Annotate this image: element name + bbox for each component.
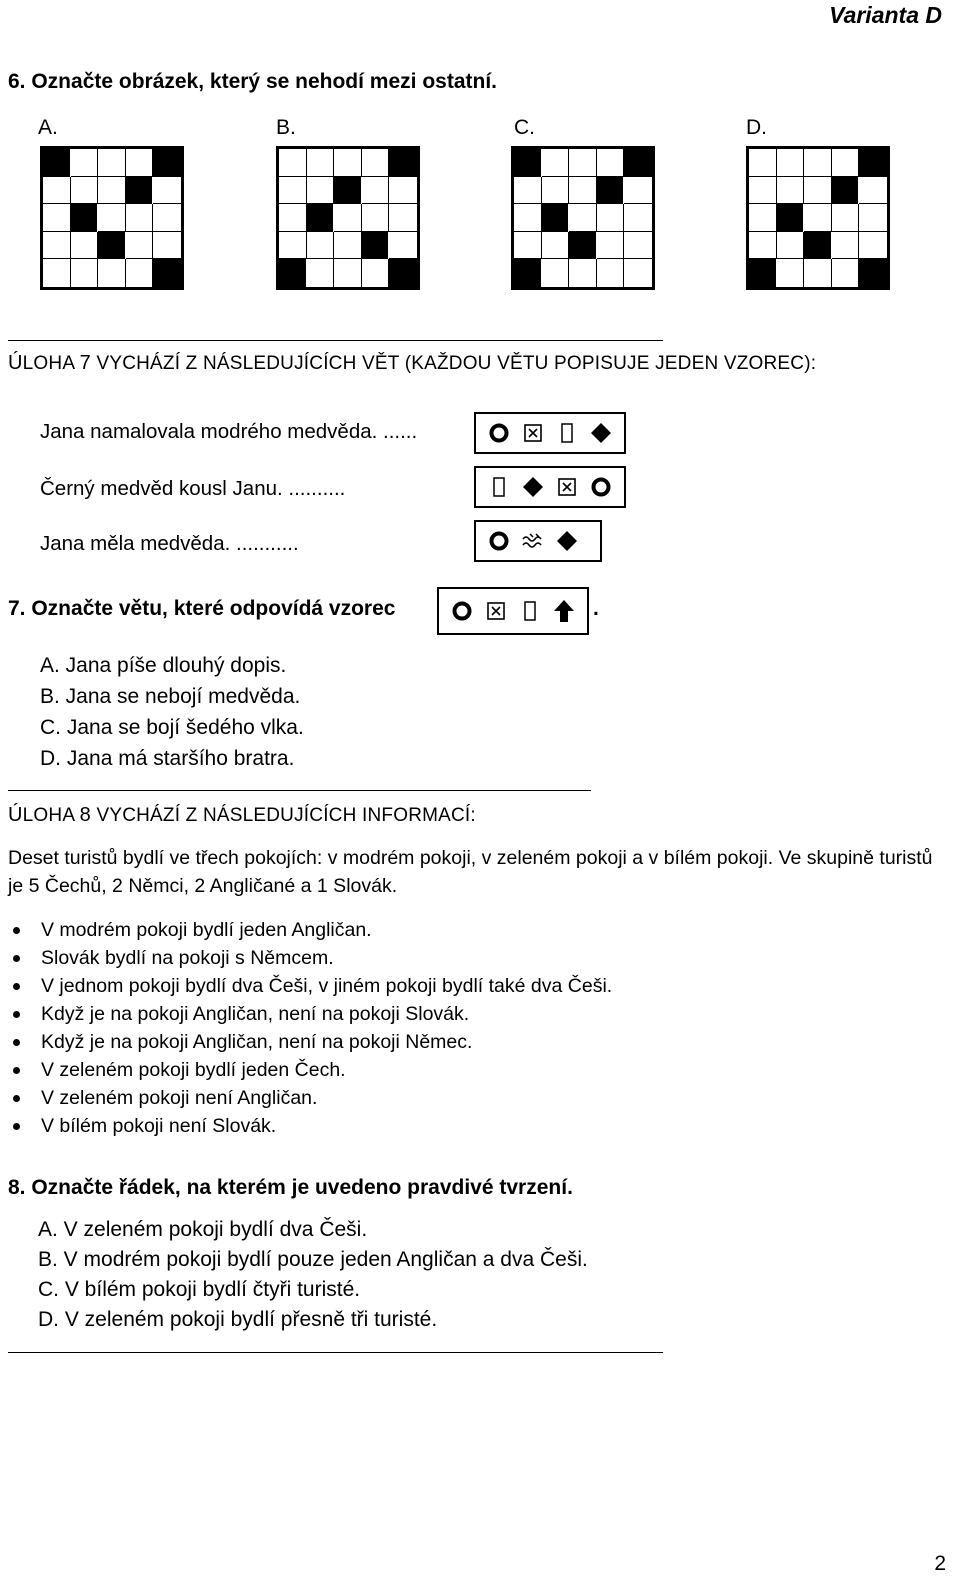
grid-cell-empty	[153, 232, 181, 260]
grid-cell-empty	[307, 259, 335, 287]
grid-cell-empty	[542, 259, 570, 287]
rect-icon	[513, 596, 547, 626]
list-item: Když je na pokoji Angličan, není na pokoji Němec.	[8, 1028, 612, 1056]
task-7-sentence-2: Černý medvěd kousl Janu. ..........	[40, 477, 346, 500]
grid-cell-empty	[279, 232, 307, 260]
q6-option-d-label[interactable]: D.	[746, 116, 767, 139]
grid-cell-filled	[804, 232, 832, 260]
grid-cell-empty	[859, 177, 887, 205]
grid-cell-empty	[71, 149, 99, 177]
grid-cell-empty	[362, 259, 390, 287]
grid-cell-empty	[43, 259, 71, 287]
grid-cell-empty	[98, 149, 126, 177]
task-7-pattern-3	[474, 520, 602, 562]
grid-cell-empty	[777, 259, 805, 287]
grid-cell-empty	[832, 232, 860, 260]
q8-option-a[interactable]: A. V zeleném pokoji bydlí dva Češi.	[38, 1218, 368, 1241]
grid-cell-empty	[126, 149, 154, 177]
rect-icon	[550, 418, 584, 448]
grid-cell-empty	[832, 259, 860, 287]
grid-cell-filled	[362, 232, 390, 260]
grid-cell-filled	[43, 149, 71, 177]
grid-cell-empty	[749, 149, 777, 177]
bullet-icon	[13, 1039, 20, 1046]
grid-cell-empty	[126, 259, 154, 287]
q7-option-d[interactable]: D. Jana má staršího bratra.	[40, 747, 295, 770]
circle-icon	[482, 526, 516, 556]
q6-option-a-label[interactable]: A.	[38, 116, 58, 139]
q6-grid-b[interactable]	[276, 146, 420, 290]
grid-cell-empty	[542, 177, 570, 205]
list-item: V modrém pokoji bydlí jeden Angličan.	[8, 916, 612, 944]
grid-cell-empty	[749, 232, 777, 260]
question-8-title: 8. Označte řádek, na kterém je uvedeno pravdivé tvrzení.	[8, 1176, 573, 1199]
grid-cell-empty	[307, 177, 335, 205]
q8-option-b[interactable]: B. V modrém pokoji bydlí pouze jeden Angličan a dva Češi.	[38, 1248, 588, 1271]
grid-cell-empty	[362, 204, 390, 232]
grid-cell-empty	[597, 149, 625, 177]
grid-cell-empty	[832, 204, 860, 232]
grid-cell-empty	[777, 149, 805, 177]
q7-option-c[interactable]: C. Jana se bojí šedého vlka.	[40, 716, 304, 739]
list-item: V zeleném pokoji není Angličan.	[8, 1084, 612, 1112]
grid-cell-empty	[777, 232, 805, 260]
grid-cell-empty	[126, 232, 154, 260]
grid-cell-empty	[804, 177, 832, 205]
grid-cell-empty	[279, 149, 307, 177]
grid-cell-empty	[542, 232, 570, 260]
diamond-icon	[550, 526, 584, 556]
question-7-title: 7. Označte větu, které odpovídá vzorec	[8, 597, 396, 620]
grid-cell-empty	[624, 204, 652, 232]
grid-cell-empty	[597, 204, 625, 232]
grid-cell-empty	[804, 259, 832, 287]
question-7-pattern	[437, 587, 589, 635]
bullet-icon	[13, 927, 20, 934]
grid-cell-filled	[153, 259, 181, 287]
grid-cell-empty	[307, 149, 335, 177]
task-7-pattern-2	[474, 466, 626, 508]
bullet-icon	[13, 955, 20, 962]
page-number: 2	[934, 1552, 946, 1575]
circle-icon	[445, 596, 479, 626]
divider	[8, 340, 663, 341]
grid-cell-empty	[43, 177, 71, 205]
grid-cell-empty	[749, 204, 777, 232]
variant-label: Varianta D	[829, 2, 942, 28]
grid-cell-empty	[334, 232, 362, 260]
list-item: Slovák bydlí na pokoji s Němcem.	[8, 944, 612, 972]
list-item: Když je na pokoji Angličan, není na pokoji Slovák.	[8, 1000, 612, 1028]
grid-cell-empty	[43, 204, 71, 232]
grid-cell-empty	[804, 149, 832, 177]
grid-cell-filled	[153, 149, 181, 177]
grid-cell-empty	[624, 259, 652, 287]
grid-cell-empty	[859, 204, 887, 232]
divider	[8, 790, 591, 791]
q7-option-b[interactable]: B. Jana se nebojí medvěda.	[40, 685, 301, 708]
grid-cell-filled	[859, 259, 887, 287]
grid-cell-filled	[389, 259, 417, 287]
q6-grid-d[interactable]	[746, 146, 890, 290]
grid-cell-empty	[514, 204, 542, 232]
q6-option-b-label[interactable]: B.	[276, 116, 296, 139]
grid-cell-empty	[334, 149, 362, 177]
grid-cell-filled	[859, 149, 887, 177]
q6-grid-a[interactable]	[40, 146, 184, 290]
grid-cell-empty	[832, 149, 860, 177]
grid-cell-filled	[624, 149, 652, 177]
question-6-title: 6. Označte obrázek, který se nehodí mezi ostatní.	[8, 70, 497, 93]
task-8-conditions	[8, 916, 612, 1140]
grid-cell-empty	[279, 204, 307, 232]
grid-cell-empty	[569, 259, 597, 287]
rect-icon	[482, 472, 516, 502]
diamond-icon	[584, 418, 618, 448]
question-7-period: .	[593, 597, 599, 620]
bullet-icon	[13, 1095, 20, 1102]
wave-icon	[516, 526, 550, 556]
grid-cell-empty	[859, 232, 887, 260]
bullet-icon	[13, 1123, 20, 1130]
box-x-icon	[516, 418, 550, 448]
grid-cell-empty	[362, 177, 390, 205]
grid-cell-filled	[389, 149, 417, 177]
grid-cell-empty	[514, 177, 542, 205]
grid-cell-empty	[279, 177, 307, 205]
grid-cell-filled	[307, 204, 335, 232]
box-x-icon	[550, 472, 584, 502]
grid-cell-empty	[153, 204, 181, 232]
bullet-icon	[13, 1067, 20, 1074]
list-item: V bílém pokoji není Slovák.	[8, 1112, 612, 1140]
grid-cell-filled	[71, 204, 99, 232]
grid-cell-empty	[362, 149, 390, 177]
grid-cell-empty	[334, 259, 362, 287]
grid-cell-empty	[334, 204, 362, 232]
grid-cell-filled	[832, 177, 860, 205]
grid-cell-empty	[514, 232, 542, 260]
grid-cell-empty	[569, 204, 597, 232]
grid-cell-filled	[597, 177, 625, 205]
grid-cell-filled	[514, 259, 542, 287]
grid-cell-empty	[71, 177, 99, 205]
grid-cell-empty	[98, 204, 126, 232]
grid-cell-empty	[71, 259, 99, 287]
grid-cell-empty	[597, 232, 625, 260]
bullet-icon	[13, 983, 20, 990]
grid-cell-filled	[777, 204, 805, 232]
grid-cell-empty	[71, 232, 99, 260]
grid-cell-filled	[279, 259, 307, 287]
task-7-sentence-3: Jana měla medvěda. ...........	[40, 532, 299, 555]
grid-cell-empty	[307, 232, 335, 260]
task-7-pattern-1	[474, 412, 626, 454]
circle-icon	[584, 472, 618, 502]
grid-cell-filled	[542, 204, 570, 232]
divider	[8, 1352, 663, 1353]
grid-cell-empty	[569, 149, 597, 177]
grid-cell-empty	[98, 259, 126, 287]
grid-cell-filled	[98, 232, 126, 260]
grid-cell-empty	[624, 177, 652, 205]
task-7-sentence-1: Jana namalovala modrého medvěda. ......	[40, 420, 418, 443]
list-item: V jednom pokoji bydlí dva Češi, v jiném pokoji bydlí také dva Češi.	[8, 972, 612, 1000]
grid-cell-empty	[597, 259, 625, 287]
q7-option-a[interactable]: A. Jana píše dlouhý dopis.	[40, 654, 287, 677]
grid-cell-filled	[126, 177, 154, 205]
list-item: V zeleném pokoji bydlí jeden Čech.	[8, 1056, 612, 1084]
q8-option-d[interactable]: D. V zeleném pokoji bydlí přesně tři turisté.	[38, 1308, 438, 1331]
grid-cell-empty	[126, 204, 154, 232]
grid-cell-empty	[389, 177, 417, 205]
grid-cell-filled	[334, 177, 362, 205]
bullet-icon	[13, 1011, 20, 1018]
grid-cell-empty	[624, 232, 652, 260]
grid-cell-empty	[804, 204, 832, 232]
grid-cell-empty	[153, 177, 181, 205]
grid-cell-filled	[514, 149, 542, 177]
grid-cell-empty	[389, 232, 417, 260]
grid-cell-empty	[542, 149, 570, 177]
arrow-up-icon	[547, 596, 581, 626]
grid-cell-filled	[569, 232, 597, 260]
grid-cell-empty	[98, 177, 126, 205]
box-x-icon	[479, 596, 513, 626]
grid-cell-empty	[43, 232, 71, 260]
q6-grid-c[interactable]	[511, 146, 655, 290]
task-8-heading: ÚLOHA 8 VYCHÁZÍ Z NÁSLEDUJÍCÍCH INFORMACÍ:	[8, 804, 476, 826]
q6-option-c-label[interactable]: C.	[514, 116, 535, 139]
grid-cell-empty	[777, 177, 805, 205]
grid-cell-empty	[569, 177, 597, 205]
grid-cell-filled	[749, 259, 777, 287]
task-8-paragraph: Deset turistů bydlí ve třech pokojích: v modrém pokoji, v zeleném pokoji a v bílém pokoji. Ve skupině turistů je 5 Čechů, 2 Němci, 2 Angličané a 1 Slovák.	[8, 847, 933, 897]
q8-option-c[interactable]: C. V bílém pokoji bydlí čtyři turisté.	[38, 1278, 361, 1301]
grid-cell-empty	[389, 204, 417, 232]
diamond-icon	[516, 472, 550, 502]
grid-cell-empty	[749, 177, 777, 205]
circle-icon	[482, 418, 516, 448]
task-7-heading: ÚLOHA 7 VYCHÁZÍ Z NÁSLEDUJÍCÍCH VĚT (KAŽDOU VĚTU POPISUJE JEDEN VZOREC):	[8, 352, 817, 374]
